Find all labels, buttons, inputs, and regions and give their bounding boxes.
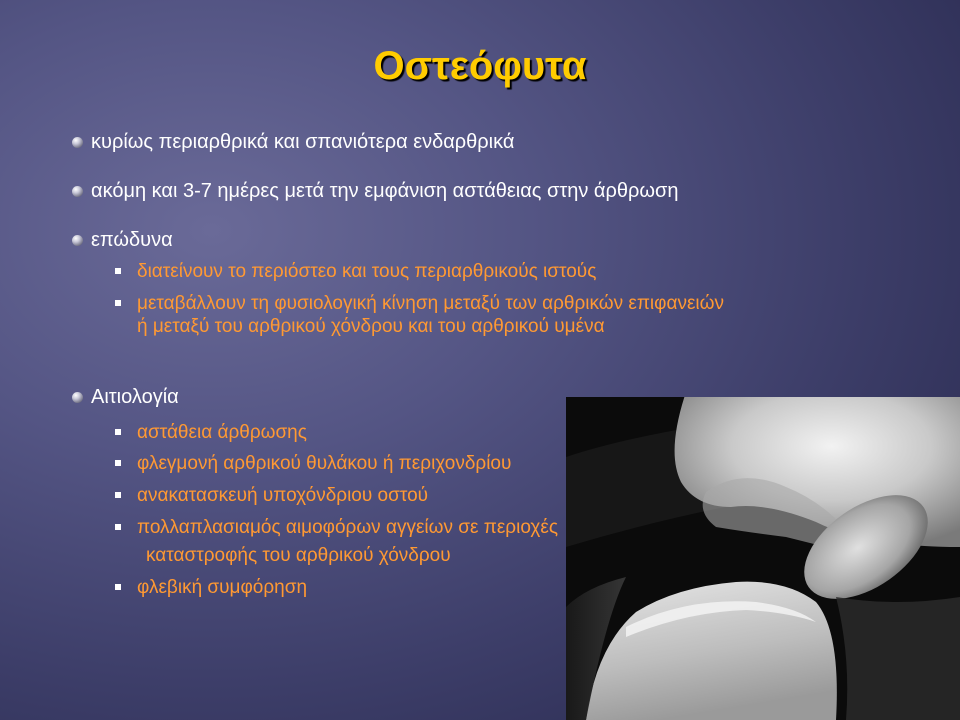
pain-subbullet-2 (115, 292, 724, 315)
etiology-text: φλεγμονή αρθρικού θυλάκου ή περιχονδρίου (137, 453, 512, 474)
slide-title: Οστεόφυτα (373, 44, 587, 88)
pain-subbullet-2-continuation: ή μεταξύ του αρθρικού χόνδρου και του αρθρικού υμένα (137, 316, 605, 337)
sphere-bullet-icon (72, 235, 83, 246)
square-bullet-icon (115, 492, 121, 498)
etiology-item-3 (115, 484, 428, 507)
bullet-text: κυρίως περιαρθρικά και σπανιότερα ενδαρθρικά (91, 131, 515, 153)
etiology-text: αστάθεια άρθρωσης (137, 422, 307, 443)
bullet-text: ακόμη και 3-7 ημέρες μετά την εμφάνιση αστάθειας στην άρθρωση (91, 180, 679, 202)
bullet-periarticular (72, 131, 514, 154)
square-bullet-icon (115, 524, 121, 530)
bullet-painful (72, 229, 173, 252)
bullet-timing (72, 180, 678, 203)
square-bullet-icon (115, 268, 121, 274)
etiology-item-1 (115, 421, 307, 444)
etiology-item-4-continuation: καταστροφής του αρθρικού χόνδρου (146, 545, 451, 566)
etiology-item-2 (115, 452, 511, 475)
square-bullet-icon (115, 460, 121, 466)
etiology-item-4 (115, 516, 558, 539)
subbullet-text: διατείνουν το περιόστεο και τους περιαρθρικούς ιστούς (137, 261, 597, 282)
etiology-item-5 (115, 576, 307, 599)
subbullet-text: μεταβάλλουν τη φυσιολογική κίνηση μεταξύ των αρθρικών επιφανειών (137, 293, 724, 314)
etiology-text: πολλαπλασιαμός αιμοφόρων αγγείων σε περιοχές (137, 517, 558, 538)
pain-subbullet-1 (115, 260, 596, 283)
sphere-bullet-icon (72, 186, 83, 197)
knee-xray-image (566, 397, 960, 720)
etiology-text: ανακατασκευή υποχόνδριου οστού (137, 485, 429, 506)
square-bullet-icon (115, 584, 121, 590)
sphere-bullet-icon (72, 392, 83, 403)
square-bullet-icon (115, 429, 121, 435)
heading-etiology (72, 386, 179, 409)
sphere-bullet-icon (72, 137, 83, 148)
bullet-text: επώδυνα (91, 229, 173, 251)
square-bullet-icon (115, 300, 121, 306)
etiology-text: φλεβική συμφόρηση (137, 577, 308, 598)
heading-text: Αιτιολογία (91, 386, 179, 408)
